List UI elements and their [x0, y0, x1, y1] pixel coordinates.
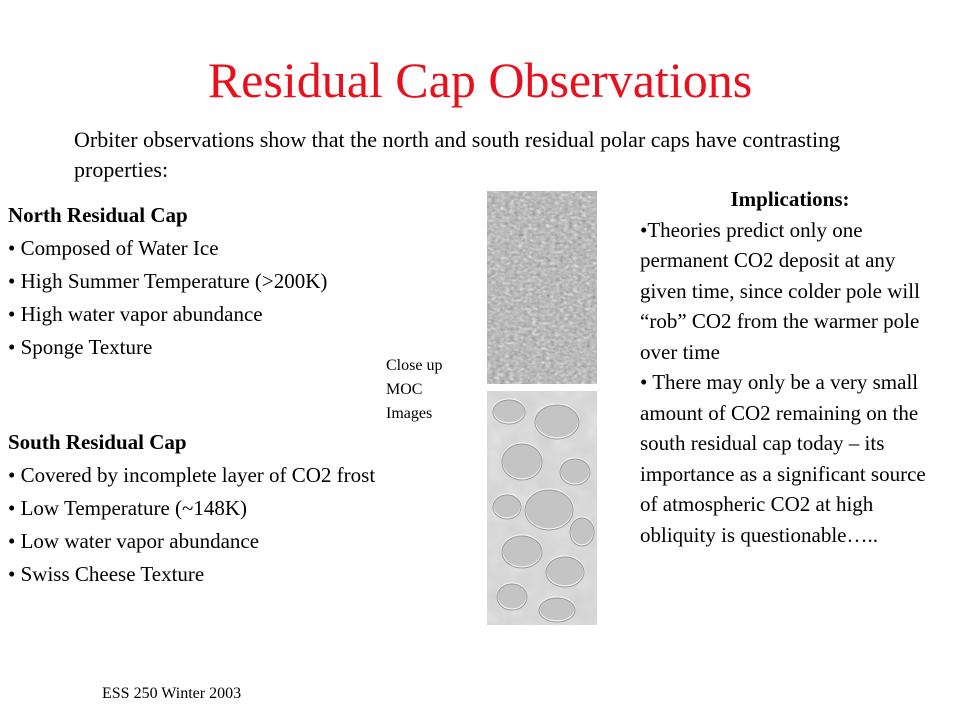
implications-section: [640, 184, 940, 550]
list-item: • High Summer Temperature (>200K): [8, 269, 328, 293]
implications-heading: Implications:: [730, 187, 850, 211]
intro-text: Orbiter observations show that the north and south residual polar caps have contrasting properties:: [74, 127, 841, 182]
image-caption-line: MOC: [386, 381, 423, 398]
list-item: • High water vapor abundance: [8, 302, 263, 326]
north-cap-list: [8, 232, 478, 364]
south-cap-list: [8, 459, 488, 591]
list-item: • Covered by incomplete layer of CO2 frost: [8, 463, 376, 487]
north-cap-section: [8, 199, 478, 364]
image-caption-line: Images: [386, 405, 433, 422]
list-item: • Sponge Texture: [8, 335, 153, 359]
list-item: • Low water vapor abundance: [8, 529, 260, 553]
south-cap-moc-image: [487, 391, 597, 625]
footer-text: ESS 250 Winter 2003: [102, 685, 242, 702]
implication-point: •Theories predict only one permanent CO2 deposit at any given time, since colder pole will “rob” CO2 from the warmer pole over time: [640, 217, 920, 364]
image-caption: [386, 354, 476, 426]
list-item: • Swiss Cheese Texture: [8, 562, 205, 586]
north-cap-moc-image: [487, 191, 597, 384]
slide-title: Residual Cap Observations: [207, 52, 753, 108]
north-cap-heading: North Residual Cap: [8, 203, 188, 227]
south-cap-heading: South Residual Cap: [8, 430, 187, 454]
list-item: • Composed of Water Ice: [8, 236, 219, 260]
list-item: • Low Temperature (~148K): [8, 496, 248, 520]
image-caption-line: Close up: [386, 357, 443, 374]
south-cap-section: [8, 426, 488, 591]
implication-point: • There may only be a very small amount of CO2 remaining on the south residual cap today – its importance as a significant source of atmospheric CO2 at high obliquity is questionable…..: [640, 370, 926, 547]
